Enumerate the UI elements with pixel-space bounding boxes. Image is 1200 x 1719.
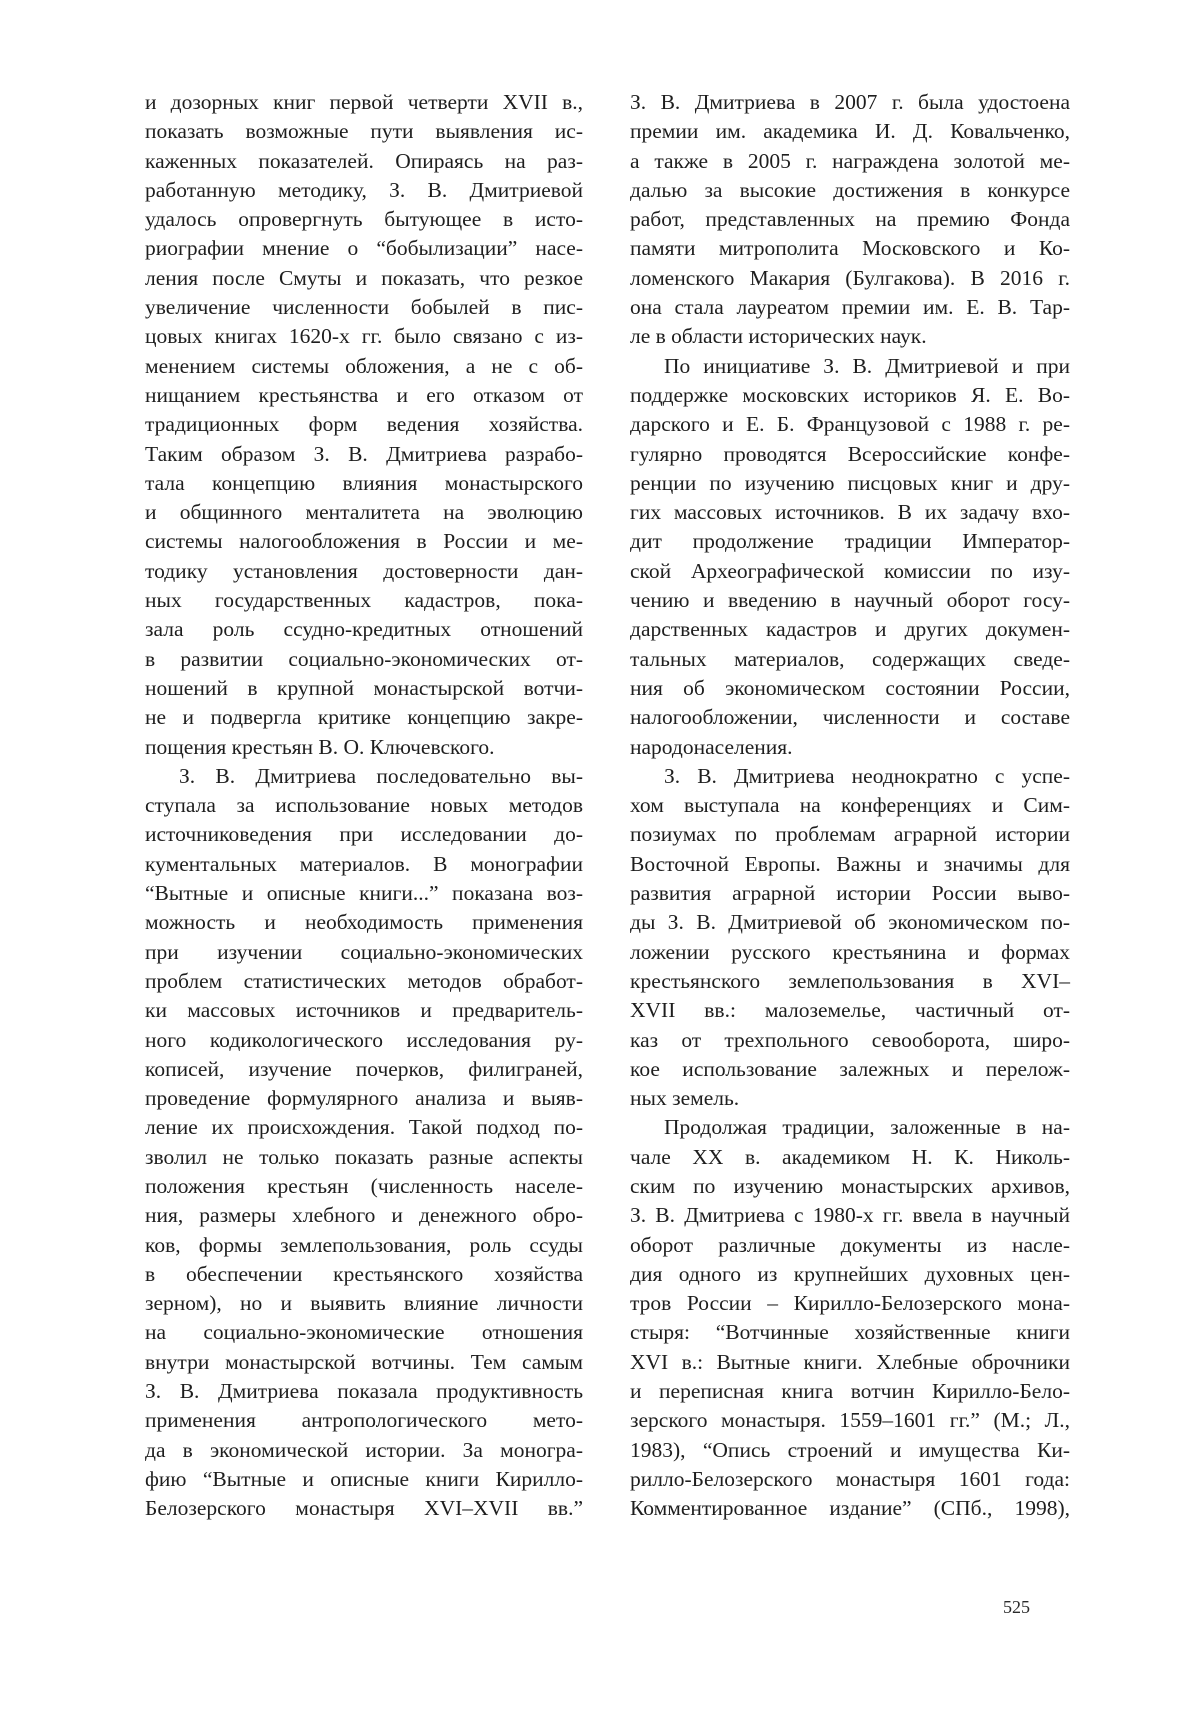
text-line: Белозерского монастыря XVI–XVII вв.” [145,1496,583,1521]
text-line: внутри монастырской вотчины. Тем самым [145,1349,583,1374]
page-number: 525 [1003,1597,1030,1617]
text-line: ки массовых источников и предваритель- [145,998,583,1023]
text-line: удалось опровергнуть бытующее в исто- [145,207,583,232]
text-line: З. В. Дмитриева последовательно вы- [179,763,583,788]
text-line: дарского и Е. Б. Французовой с 1988 г. ре- [630,412,1070,437]
text-line: ношений в крупной монастырской вотчи- [145,675,583,700]
text-line: традиционных форм ведения хозяйства. [145,412,583,437]
text-line: ломенского Макария (Булгакова). В 2016 г. [630,265,1070,290]
text-line: работ, представленных на премию Фонда [630,207,1070,232]
text-line: в развитии социально-экономических от- [145,646,583,671]
text-line: показать возможные пути выявления ис- [145,119,583,144]
text-line: развития аграрной истории России выво- [630,881,1070,906]
text-line: Комментированное издание” (СПб., 1998), [630,1496,1070,1521]
text-line: каженных показателей. Опираясь на раз- [145,148,583,173]
text-line: применения антропологического мето- [145,1408,583,1433]
text-line: зерского монастыря. 1559–1601 гг.” (М.; Л., [630,1408,1070,1433]
text-line: ния об экономическом состоянии России, [630,675,1070,700]
text-line: З. В. Дмитриева показала продуктивность [145,1379,583,1404]
text-line: гулярно проводятся Всероссийские конфе- [630,441,1070,466]
text-line: налогообложении, численности и составе [630,705,1070,730]
text-line: З. В. Дмитриева неоднократно с успе- [664,763,1070,788]
text-line: дит продолжение традиции Император- [630,529,1070,554]
text-line: “Вытные и описные книги...” показана воз- [145,881,583,906]
text-line: ренции по изучению писцовых книг и дру- [630,470,1070,495]
text-line: тодику установления достоверности дан- [145,558,583,583]
text-line: З. В. Дмитриева с 1980-х гг. ввела в научный [630,1203,1070,1228]
text-line: дарственных кадастров и других докумен- [630,617,1070,642]
text-line: ного кодикологического исследования ру- [145,1027,583,1052]
text-line: ных государственных кадастров, пока- [145,588,583,613]
text-line: тальных материалов, содержащих сведе- [630,646,1070,671]
text-line: и дозорных книг первой четверти XVII в., [145,90,583,114]
text-line: премии им. академика И. Д. Ковальченко, [630,119,1070,144]
text-line: ским по изучению монастырских архивов, [630,1173,1070,1198]
text-line: проблем статистических методов обработ- [145,968,583,993]
text-line: не и подвергла критике концепцию закре- [145,705,583,730]
text-line: дия одного из крупнейших духовных цен- [630,1261,1070,1286]
text-line: и общинного менталитета на эволюцию [145,500,583,525]
text-line: а также в 2005 г. награждена золотой ме- [630,148,1070,173]
text-line: нищанием крестьянства и его отказом от [145,382,583,407]
text-line: Таким образом З. В. Дмитриева разрабо- [145,441,583,466]
text-line: пощения крестьян В. О. Ключевского. [145,734,495,759]
text-line: и переписная книга вотчин Кирилло-Бело- [630,1379,1070,1404]
text-line: гих массовых источников. В их задачу вхо- [630,500,1070,525]
text-line: По инициативе З. В. Дмитриевой и при [664,353,1070,378]
text-line: каз от трехпольного севооборота, широ- [630,1027,1070,1052]
text-line: ложении русского крестьянина и формах [630,939,1070,964]
text-line: памяти митрополита Московского и Ко- [630,236,1070,261]
text-line: ле в области исторических наук. [630,324,927,349]
left-text-column [145,88,583,1524]
text-line: народонаселения. [630,734,793,759]
text-line: увеличение численности бобылей в пис- [145,295,583,320]
text-line: XVI в.: Вытные книги. Хлебные оброчники [630,1349,1070,1374]
text-line: ния, размеры хлебного и денежного обро- [145,1203,583,1228]
text-line: оборот различные документы из насле- [630,1232,1070,1257]
text-line: ков, формы землепользования, роль ссуды [145,1232,583,1257]
text-line: при изучении социально-экономических [145,939,583,964]
text-line: ление их происхождения. Такой подход по- [145,1115,583,1140]
text-line: далью за высокие достижения в конкурсе [630,177,1070,202]
text-line: источниковедения при исследовании до- [145,822,583,847]
text-line: зволил не только показать разные аспекты [145,1144,583,1169]
text-line: кописей, изучение почерков, филиграней, [145,1056,583,1081]
text-line: риографии мнение о “бобылизации” насе- [145,236,583,261]
text-line: Восточной Европы. Важны и значимы для [630,851,1070,876]
text-line: ления после Смуты и показать, что резкое [145,265,583,290]
text-line: позиумах по проблемам аграрной истории [630,822,1070,847]
text-line: менением системы обложения, а не с об- [145,353,583,378]
text-line: XVII вв.: малоземелье, частичный от- [630,998,1070,1023]
text-line: положения крестьян (численность населе- [145,1173,583,1198]
text-line: хом выступала на конференциях и Сим- [630,793,1070,818]
text-line: кументальных материалов. В монографии [145,851,583,876]
text-line: фию “Вытные и описные книги Кирилло- [145,1466,583,1491]
text-line: Продолжая традиции, заложенные в на- [664,1115,1070,1140]
text-line: да в экономической истории. За моногра- [145,1437,583,1462]
text-line: она стала лауреатом премии им. Е. В. Тар- [630,295,1070,320]
text-line: ды З. В. Дмитриевой об экономическом по- [630,910,1070,935]
text-line: цовых книгах 1620-х гг. было связано с из- [145,324,583,349]
text-line: тала концепцию влияния монастырского [145,470,583,495]
text-line: З. В. Дмитриева в 2007 г. была удостоена [630,90,1070,114]
text-line: зерном), но и выявить влияние личности [145,1291,583,1316]
text-line: стыря: “Вотчинные хозяйственные книги [630,1320,1070,1345]
text-line: на социально-экономические отношения [145,1320,583,1345]
text-line: проведение формулярного анализа и выяв- [145,1086,583,1111]
text-line: работанную методику, З. В. Дмитриевой [145,177,583,202]
text-line: ных земель. [630,1086,740,1111]
text-line: чале XX в. академиком Н. К. Николь- [630,1144,1070,1169]
text-line: чению и введению в научный оборот госу- [630,588,1070,613]
text-line: поддержке московских историков Я. Е. Во- [630,382,1070,407]
text-line: 1983), “Опись строений и имущества Ки- [630,1437,1070,1462]
text-line: ступала за использование новых методов [145,793,583,818]
text-line: системы налогообложения в России и ме- [145,529,583,554]
text-line: крестьянского землепользования в XVI– [630,968,1070,993]
text-line: тров России – Кирилло-Белозерского мона- [630,1291,1070,1316]
text-line: зала роль ссудно-кредитных отношений [145,617,583,642]
text-line: в обеспечении крестьянского хозяйства [145,1261,583,1286]
text-line: можность и необходимость применения [145,910,583,935]
text-line: рилло-Белозерского монастыря 1601 года: [630,1466,1070,1491]
text-line: ской Археографической комиссии по изу- [630,558,1070,583]
right-text-column [630,88,1070,1524]
text-line: кое использование залежных и перелож- [630,1056,1070,1081]
